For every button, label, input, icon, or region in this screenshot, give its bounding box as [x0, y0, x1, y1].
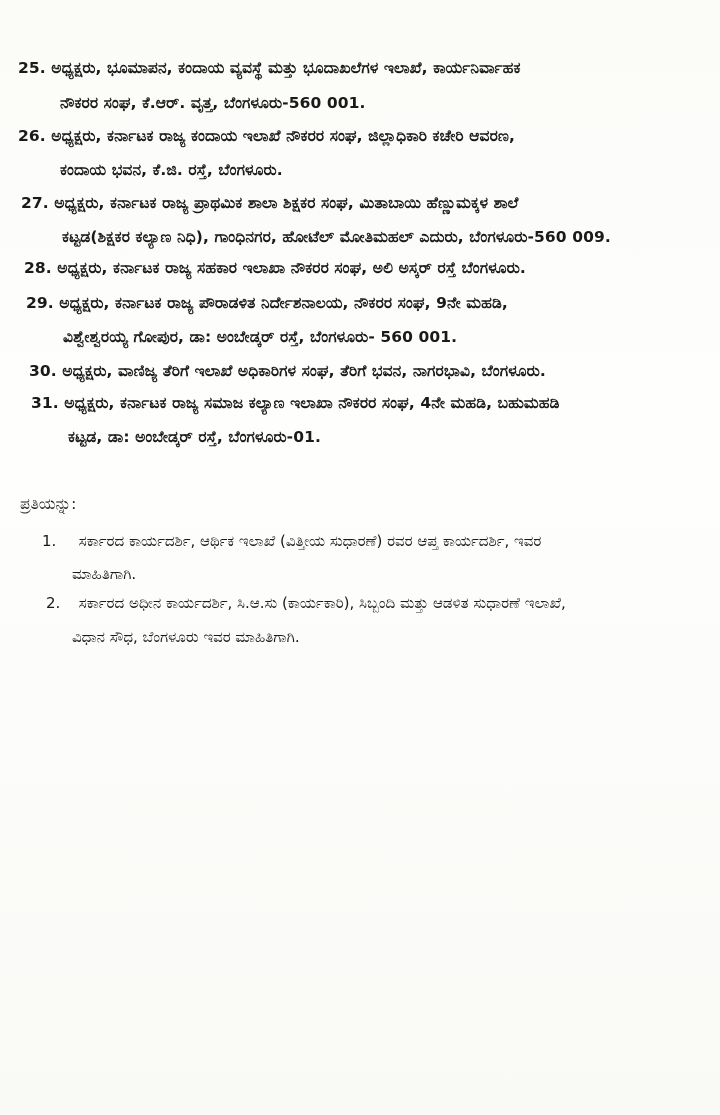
copy-item-1-line-1: [42, 530, 541, 552]
list-item-26-line-2: ಕಂದಾಯ ಭವನ, ಕೆ.ಜಿ. ರಸ್ತೆ, ಬೆಂಗಳೂರು.: [60, 161, 283, 179]
list-item-number: 27.: [21, 194, 49, 212]
list-item-text: ಅಧ್ಯಕ್ಷರು, ವಾಣಿಜ್ಯ ತೆರಿಗೆ ಇಲಾಖೆ ಅಧಿಕಾರಿಗಳ ಸಂಘ, ತೆರಿಗೆ ಭವನ, ನಾಗರಭಾವಿ, ಬೆಂಗಳೂರು.: [62, 362, 546, 380]
list-item-29-line-2: ವಿಶ್ವೇಶ್ವರಯ್ಯ ಗೋಪುರ, ಡಾ: ಅಂಬೇಡ್ಕರ್ ರಸ್ತೆ, ಬೆಂಗಳೂರು- 560 001.: [63, 328, 458, 346]
copy-item-2-line-2: ವಿಧಾನ ಸೌಧ, ಬೆಂಗಳೂರು ಇವರ ಮಾಹಿತಿಗಾಗಿ.: [72, 628, 300, 646]
list-item-number: 31.: [31, 394, 59, 412]
list-item-text: ಅಧ್ಯಕ್ಷರು, ಕರ್ನಾಟಕ ರಾಜ್ಯ ಪ್ರಾಥಮಿಕ ಶಾಲಾ ಶಿಕ್ಷಕರ ಸಂಘ, ಮಿತಾಬಾಯಿ ಹೆಣ್ಣುಮಕ್ಕಳ ಶಾಲೆ: [54, 194, 519, 212]
list-item-number: 25.: [18, 59, 46, 77]
list-item-28-line-1: [24, 257, 526, 279]
list-item-29-line-1: [26, 292, 508, 314]
copies-heading: ಪ್ರತಿಯನ್ನು:: [20, 495, 77, 513]
list-item-text: ಅಧ್ಯಕ್ಷರು, ಭೂಮಾಪನ, ಕಂದಾಯ ವ್ಯವಸ್ಥೆ ಮತ್ತು ಭೂದಾಖಲೆಗಳ ಇಲಾಖೆ, ಕಾರ್ಯನಿರ್ವಾಹಕ: [51, 59, 521, 77]
list-item-25-line-2: ನೌಕರರ ಸಂಘ, ಕೆ.ಆರ್. ವೃತ್ತ, ಬೆಂಗಳೂರು-560 001.: [60, 94, 366, 112]
list-item-30-line-1: [29, 360, 546, 382]
list-item-25-line-1: [18, 57, 521, 79]
copy-item-1-line-2: ಮಾಹಿತಿಗಾಗಿ.: [72, 565, 137, 583]
list-item-31-line-2: ಕಟ್ಟಡ, ಡಾ: ಅಂಬೇಡ್ಕರ್ ರಸ್ತೆ, ಬೆಂಗಳೂರು-01.: [68, 428, 321, 446]
list-item-text: ಅಧ್ಯಕ್ಷರು, ಕರ್ನಾಟಕ ರಾಜ್ಯ ಪೌರಾಡಳಿತ ನಿರ್ದೇಶನಾಲಯ, ನೌಕರರ ಸಂಘ, 9ನೇ ಮಹಡಿ,: [59, 294, 508, 312]
list-item-27-line-2: ಕಟ್ಟಡ(ಶಿಕ್ಷಕರ ಕಲ್ಯಾಣ ನಿಧಿ), ಗಾಂಧಿನಗರ, ಹೋಟೆಲ್ ಮೋತಿಮಹಲ್ ಎದುರು, ಬೆಂಗಳೂರು-560 009.: [62, 228, 611, 246]
list-item-31-line-1: [31, 392, 559, 414]
list-item-text: ಅಧ್ಯಕ್ಷರು, ಕರ್ನಾಟಕ ರಾಜ್ಯ ಸಮಾಜ ಕಲ್ಯಾಣ ಇಲಾಖಾ ನೌಕರರ ಸಂಘ, 4ನೇ ಮಹಡಿ, ಬಹುಮಹಡಿ: [64, 394, 560, 412]
list-item-27-line-1: [21, 192, 518, 214]
copy-item-2-line-1: [46, 592, 566, 614]
list-item-number: 28.: [24, 259, 52, 277]
copy-item-number: 2.: [46, 594, 61, 612]
list-item-number: 30.: [29, 362, 57, 380]
copy-item-text: ಸರ್ಕಾರದ ಕಾರ್ಯದರ್ಶಿ, ಆರ್ಥಿಕ ಇಲಾಖೆ (ವಿತ್ತೀಯ ಸುಧಾರಣೆ) ರವರ ಆಪ್ತ ಕಾರ್ಯದರ್ಶಿ, ಇವರ: [78, 532, 542, 550]
list-item-text: ಅಧ್ಯಕ್ಷರು, ಕರ್ನಾಟಕ ರಾಜ್ಯ ಕಂದಾಯ ಇಲಾಖೆ ನೌಕರರ ಸಂಘ, ಜಿಲ್ಲಾಧಿಕಾರಿ ಕಚೇರಿ ಆವರಣ,: [51, 127, 515, 145]
list-item-number: 26.: [18, 127, 46, 145]
list-item-number: 29.: [26, 294, 54, 312]
copy-item-number: 1.: [42, 532, 57, 550]
list-item-text: ಅಧ್ಯಕ್ಷರು, ಕರ್ನಾಟಕ ರಾಜ್ಯ ಸಹಕಾರ ಇಲಾಖಾ ನೌಕರರ ಸಂಘ, ಅಲಿ ಅಸ್ಕರ್ ರಸ್ತೆ ಬೆಂಗಳೂರು.: [57, 259, 526, 277]
list-item-26-line-1: [18, 125, 515, 147]
copy-item-text: ಸರ್ಕಾರದ ಅಧೀನ ಕಾರ್ಯದರ್ಶಿ, ಸಿ.ಆ.ಸು (ಕಾರ್ಯಕಾರಿ), ಸಿಬ್ಬಂದಿ ಮತ್ತು ಆಡಳಿತ ಸುಧಾರಣೆ ಇಲಾಖೆ,: [78, 594, 566, 612]
